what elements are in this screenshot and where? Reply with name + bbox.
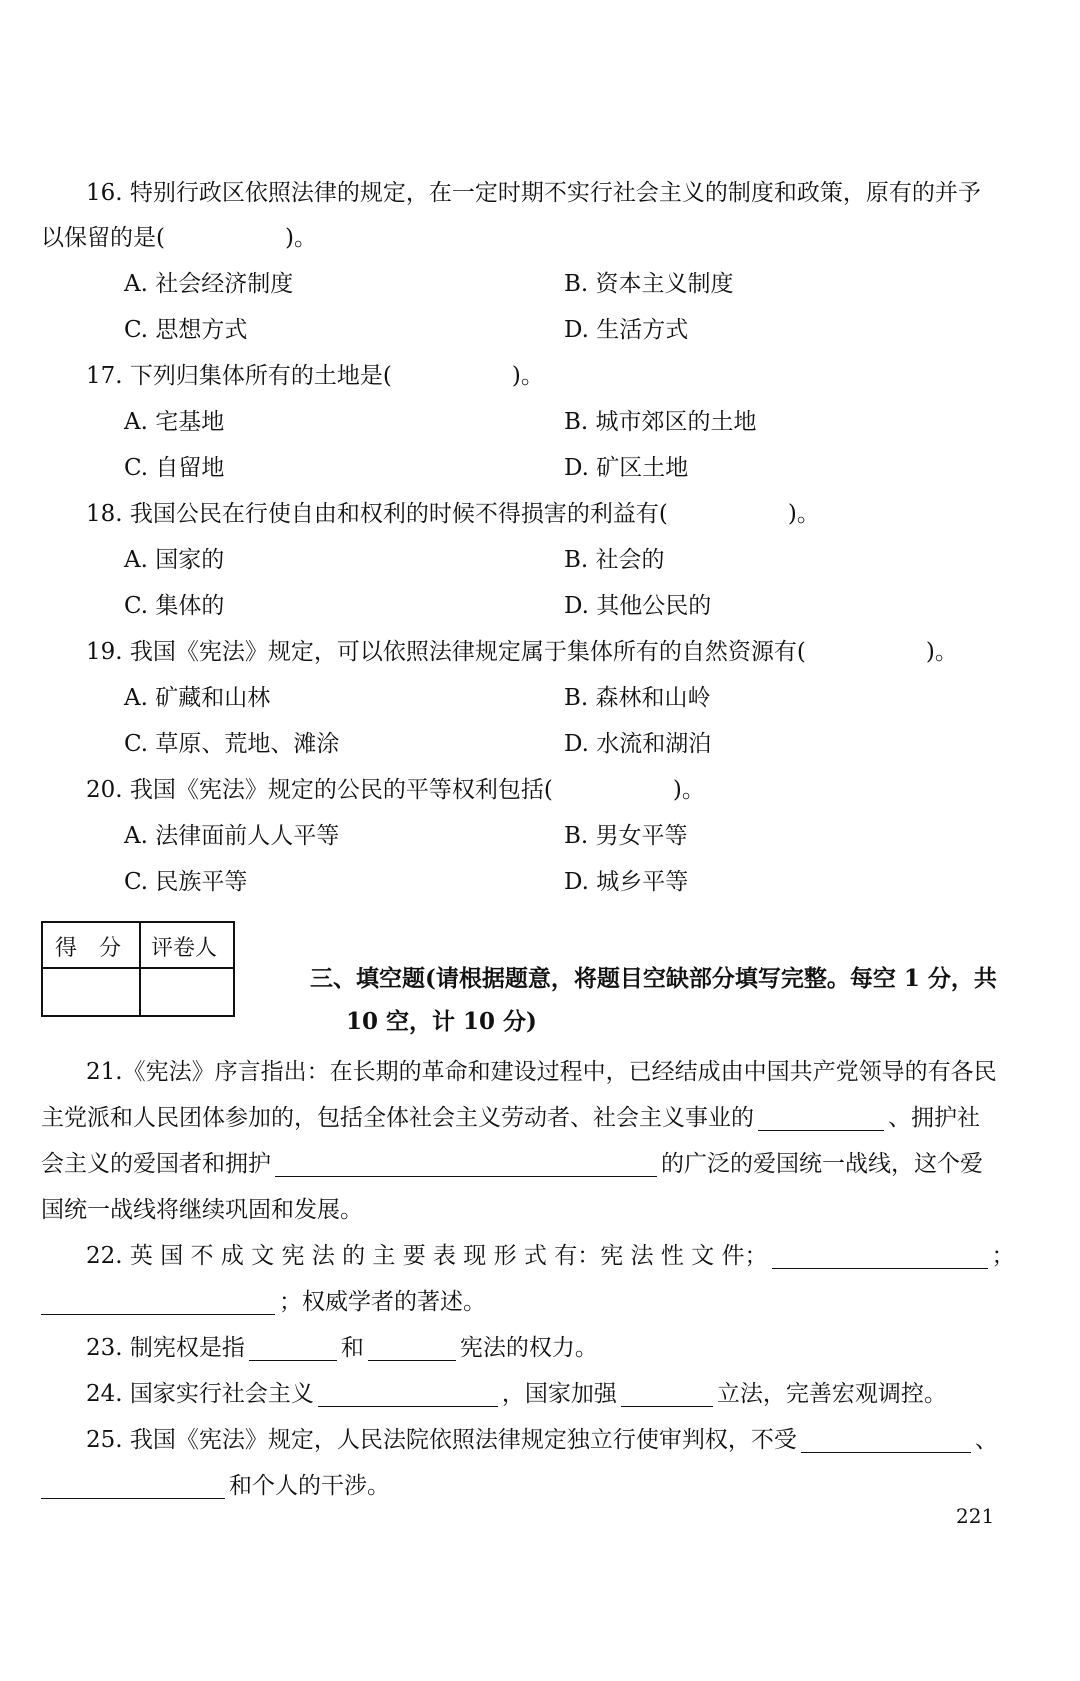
- question-21-line-4: 国统一战线将继续巩固和发展。: [41, 1197, 363, 1223]
- q16-option-b: B. 资本主义制度: [564, 271, 734, 297]
- q17-option-b: B. 城市郊区的土地: [564, 409, 757, 435]
- fill-blank[interactable]: [41, 1472, 225, 1498]
- question-16-line-1: 16. 特别行政区依照法律的规定，在一定时期不实行社会主义的制度和政策，原有的并予: [86, 180, 981, 206]
- q17-option-a: A. 宅基地: [124, 409, 225, 435]
- question-17-stem: 17. 下列归集体所有的土地是( )。: [86, 363, 544, 389]
- question-24: 24. 国家实行社会主义 ，国家加强 立法，完善宏观调控。: [86, 1381, 947, 1407]
- q16-option-a: A. 社会经济制度: [124, 271, 294, 297]
- question-25-line-1: 25. 我国《宪法》规定，人民法院依照法律规定独立行使审判权，不受 、: [86, 1427, 998, 1453]
- q18-option-c: C. 集体的: [124, 593, 225, 619]
- fill-blank[interactable]: [318, 1380, 498, 1406]
- page-number: 221: [956, 1504, 995, 1528]
- score-table: [41, 921, 235, 1017]
- fill-blank[interactable]: [801, 1426, 971, 1452]
- question-19-stem: 19. 我国《宪法》规定，可以依照法律规定属于集体所有的自然资源有( )。: [86, 639, 958, 665]
- question-25-line-2: 和个人的干涉。: [41, 1467, 390, 1500]
- q16-option-d: D. 生活方式: [564, 317, 689, 343]
- fill-blank[interactable]: [772, 1242, 988, 1268]
- q20-option-a: A. 法律面前人人平等: [124, 823, 340, 849]
- q17-option-d: D. 矿区土地: [564, 455, 689, 481]
- q19-option-b: B. 森林和山岭: [564, 685, 711, 711]
- q19-option-d: D. 水流和湖泊: [564, 731, 712, 757]
- question-21-line-1: 21.《宪法》序言指出：在长期的革命和建设过程中，已经结成由中国共产党领导的有各民: [86, 1059, 997, 1085]
- table-divider: [139, 923, 141, 1015]
- q17-option-c: C. 自留地: [124, 455, 225, 481]
- q19-option-a: A. 矿藏和山林: [124, 685, 271, 711]
- q20-option-d: D. 城乡平等: [564, 869, 689, 895]
- section-3-heading-line-2: 10 空，计 10 分): [346, 1008, 537, 1035]
- question-22-line-1: 22. 英 国 不 成 文 宪 法 的 主 要 表 现 形 式 有：宪 法 性 文 件； ；: [86, 1243, 1015, 1269]
- question-20-stem: 20. 我国《宪法》规定的公民的平等权利包括( )。: [86, 777, 705, 803]
- fill-blank[interactable]: [41, 1288, 275, 1314]
- fill-blank[interactable]: [275, 1150, 657, 1176]
- question-21-line-2: 主党派和人民团体参加的，包括全体社会主义劳动者、社会主义事业的 、拥护社: [41, 1105, 980, 1131]
- question-16-line-2: 以保留的是( )。: [41, 225, 317, 251]
- score-header: 得 分: [55, 936, 122, 961]
- question-21-line-3: 会主义的爱国者和拥护 的广泛的爱国统一战线，这个爱: [41, 1151, 983, 1177]
- q19-option-c: C. 草原、荒地、滩涂: [124, 731, 340, 757]
- question-23: 23. 制宪权是指 和 宪法的权力。: [86, 1335, 598, 1361]
- q16-option-c: C. 思想方式: [124, 317, 248, 343]
- question-22-line-2: ；权威学者的著述。: [41, 1283, 486, 1316]
- fill-blank[interactable]: [368, 1334, 456, 1360]
- fill-blank[interactable]: [621, 1380, 713, 1406]
- q18-option-a: A. 国家的: [124, 547, 225, 573]
- q20-option-b: B. 男女平等: [564, 823, 688, 849]
- q18-option-d: D. 其他公民的: [564, 593, 712, 619]
- q18-option-b: B. 社会的: [564, 547, 665, 573]
- fill-blank[interactable]: [249, 1334, 337, 1360]
- grader-header: 评卷人: [151, 936, 218, 961]
- fill-blank[interactable]: [758, 1104, 884, 1130]
- question-18-stem: 18. 我国公民在行使自由和权利的时候不得损害的利益有( )。: [86, 501, 820, 527]
- section-3-heading-line-1: 三、填空题(请根据题意，将题目空缺部分填写完整。每空 1 分，共: [310, 965, 997, 992]
- table-divider: [43, 967, 233, 969]
- q20-option-c: C. 民族平等: [124, 869, 248, 895]
